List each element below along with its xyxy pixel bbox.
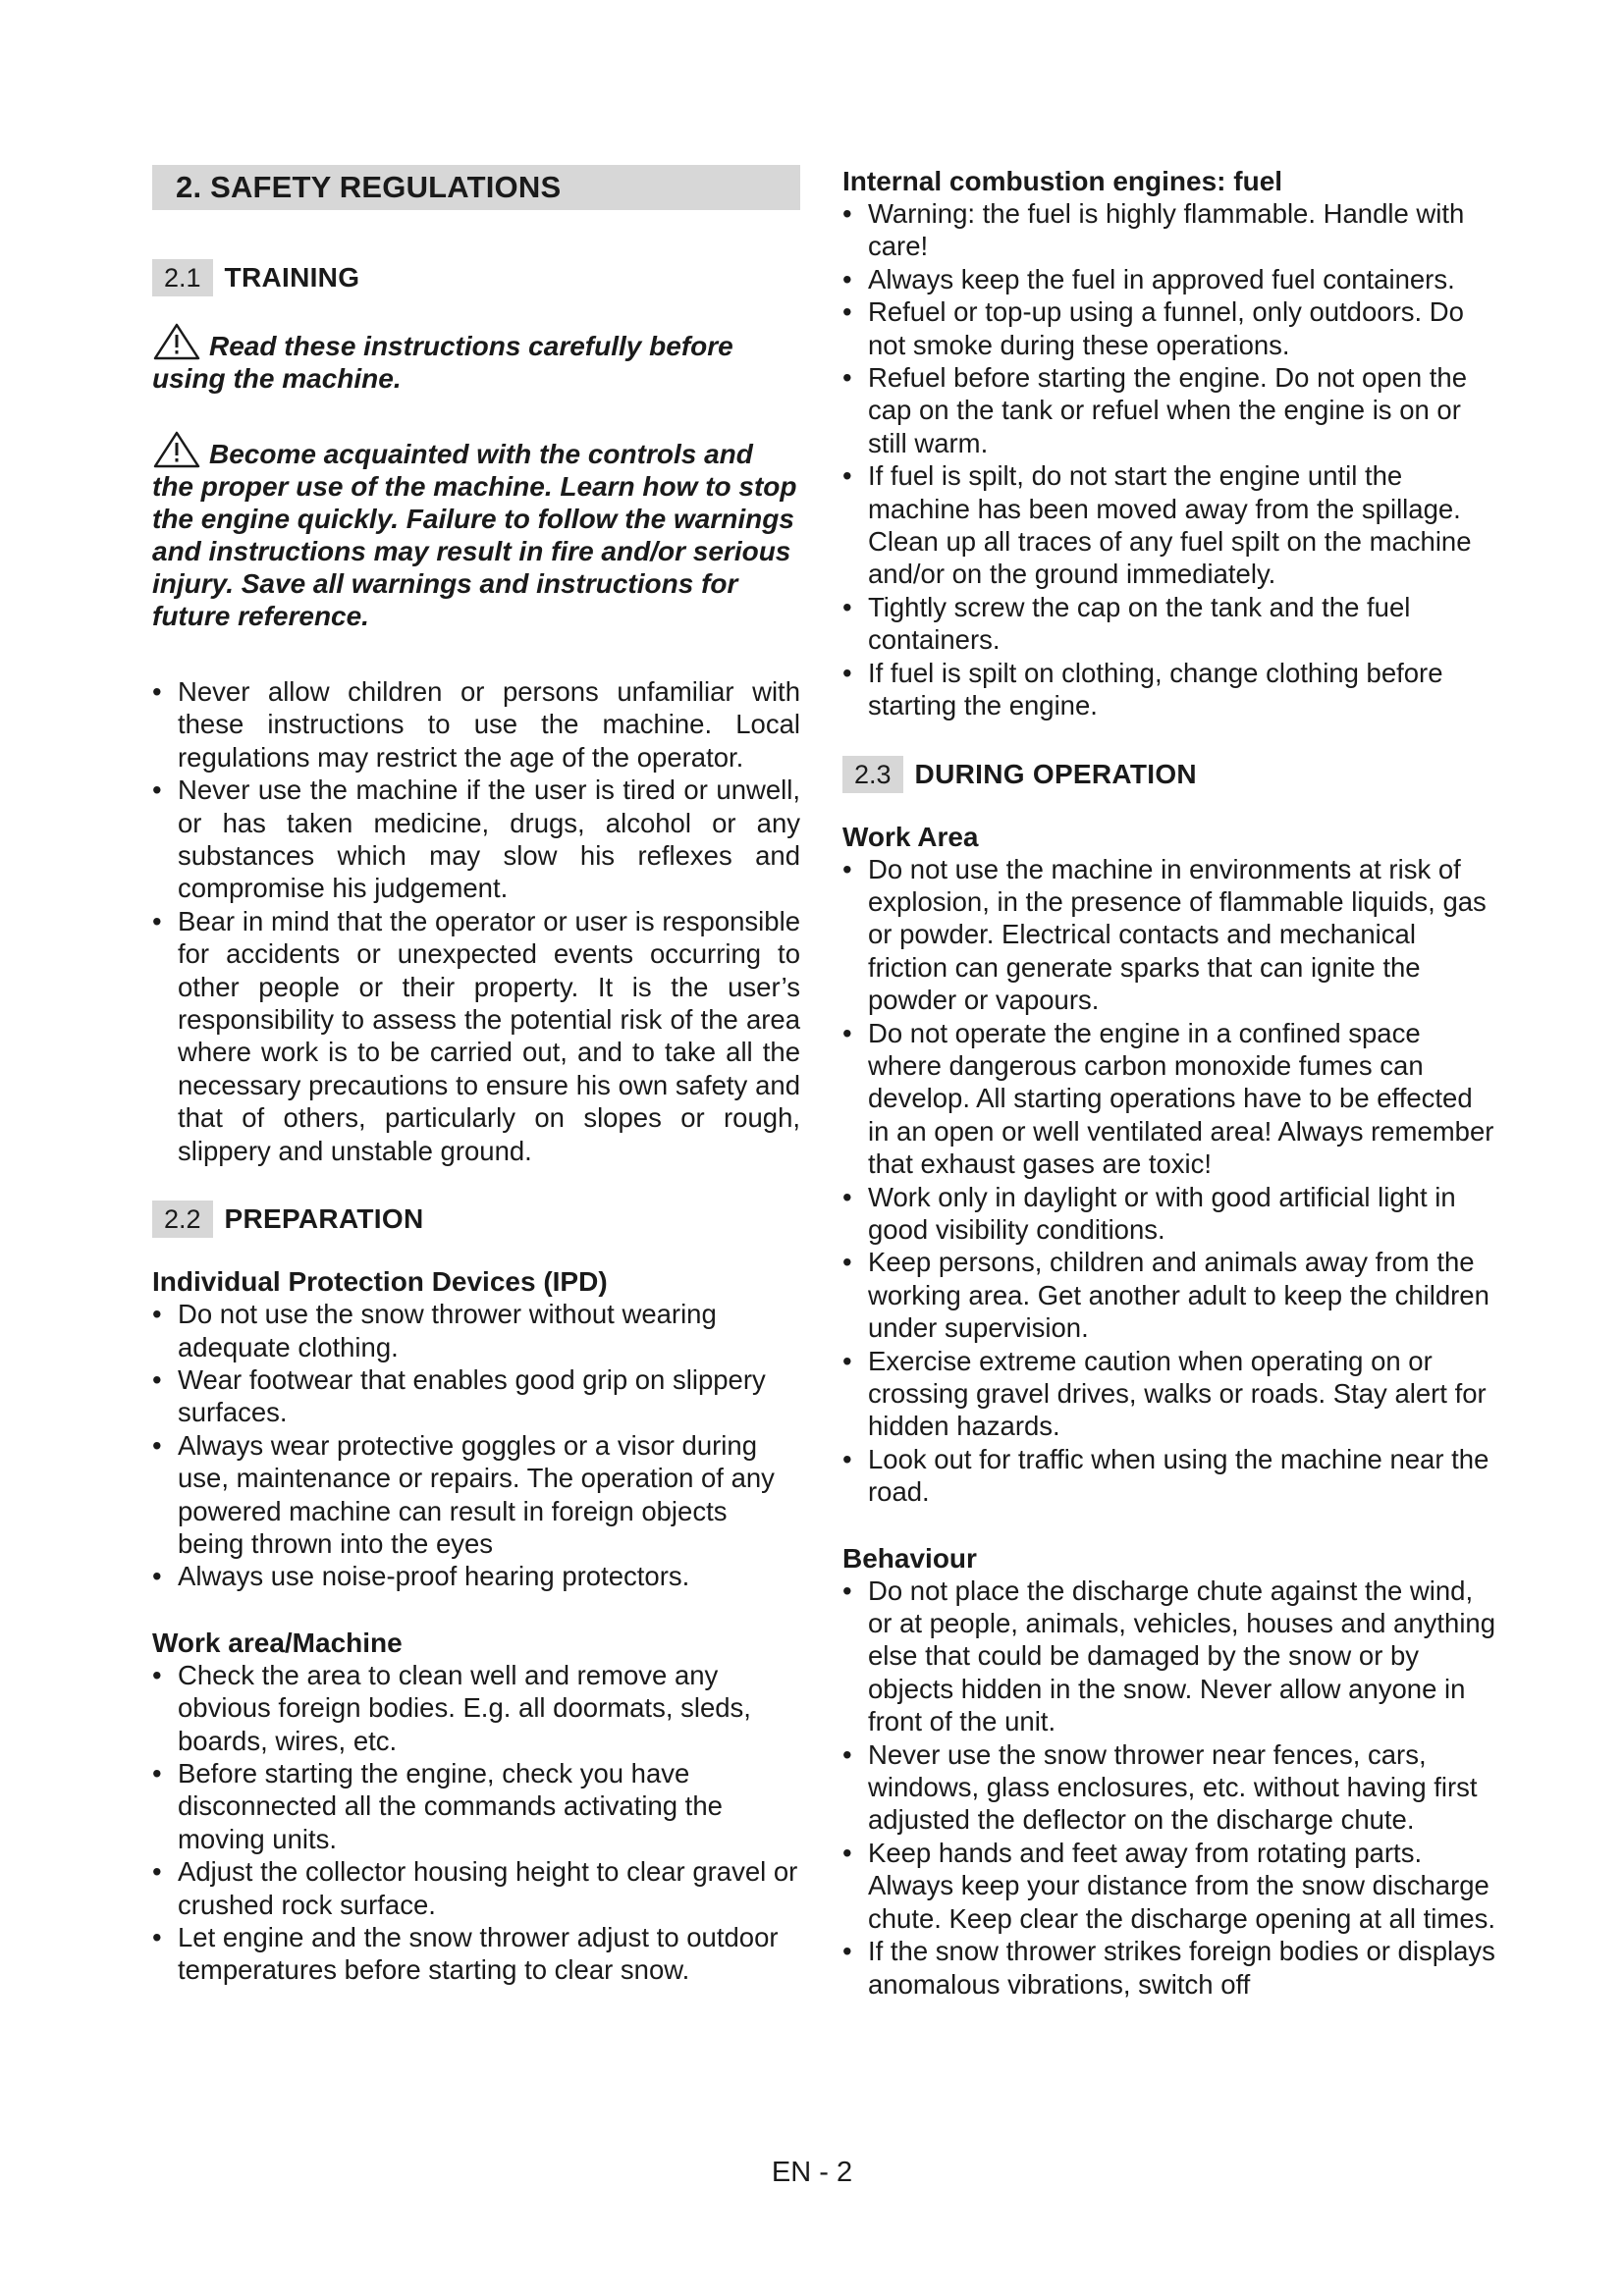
warning-text: Read these instructions carefully before using the machine. [152,331,733,394]
subsection-title: TRAINING [224,262,360,293]
list-item: • Do not place the discharge chute against the wind, or at people, animals, vehicles, houses and anything else that could be damaged by the snow or by objects hidden in the snow. Never allow anyone in front of the unit. [842,1575,1496,1738]
training-list [152,675,800,1167]
list-item: • Do not use the snow thrower without wearing adequate clothing. [152,1298,800,1363]
subsection-number: 2.3 [842,756,903,793]
list-item: • Refuel before starting the engine. Do not open the cap on the tank or refuel when the engine is on or still warm. [842,361,1496,459]
list-item: • Refuel or top-up using a funnel, only outdoors. Do not smoke during these operations. [842,295,1496,361]
behaviour-title: Behaviour [842,1542,977,1574]
list-item: • Never use the machine if the user is tired or unwell, or has taken medicine, drugs, alcohol or any substances which may slow his reflexes and compromise his judgement. [152,774,800,905]
list-item: • Keep persons, children and animals away from the working area. Get another adult to keep the children under supervision. [842,1246,1496,1344]
list-item: • If fuel is spilt, do not start the engine until the machine has been moved away from the spillage. Clean up all traces of any fuel spilt on the machine and/or on the ground immediately. [842,459,1496,591]
subsection-number: 2.1 [152,259,213,296]
list-item: • Tightly screw the cap on the tank and the fuel containers. [842,591,1496,657]
right-column [842,165,1496,2034]
list-item: • If the snow thrower strikes foreign bodies or displays anomalous vibrations, switch off [842,1935,1496,2001]
list-item: • Before starting the engine, check you have disconnected all the commands activating the moving units. [152,1757,800,1855]
list-item: • Exercise extreme caution when operating on or crossing gravel drives, walks or roads. Stay alert for hidden hazards. [842,1345,1496,1443]
list-item: • Wear footwear that enables good grip on slippery surfaces. [152,1363,800,1429]
list-item: • Keep hands and feet away from rotating parts. Always keep your distance from the snow discharge chute. Keep clear the discharge opening at all times. [842,1837,1496,1935]
subsection-preparation [152,1201,800,1238]
warning-triangle-icon [152,430,201,469]
list-item: • Check the area to clean well and remove any obvious foreign bodies. E.g. all doormats, sleds, boards, wires, etc. [152,1659,800,1757]
work-machine-list [152,1659,800,1987]
fuel-title: Internal combustion engines: fuel [842,166,1283,196]
work-machine-title: Work area/Machine [152,1627,403,1658]
list-item: • Warning: the fuel is highly flammable. Handle with care! [842,197,1496,263]
warning-triangle-icon [152,322,201,361]
list-item: • Do not operate the engine in a confined space where dangerous carbon monoxide fumes can develop. All starting operations have to be effected in an open or well ventilated area! Always remember that exhaust gases are toxic! [842,1017,1496,1181]
left-column [152,165,800,2020]
page-number: EN - 2 [771,2157,853,2188]
warning-read-instructions [152,322,800,395]
list-item: • Never use the snow thrower near fences, cars, windows, glass enclosures, etc. without having first adjusted the deflector on the discharge chute. [842,1738,1496,1837]
work-area-title: Work Area [842,821,979,852]
warning-controls [152,430,800,632]
section-heading: 2. SAFETY REGULATIONS [152,165,800,210]
list-item: • Let engine and the snow thrower adjust to outdoor temperatures before starting to clear snow. [152,1921,800,1987]
list-item: • Bear in mind that the operator or user is responsible for accidents or unexpected events occurring to other people or their property. It is the user’s responsibility to assess the potential risk of the area where work is to be carried out, and to take all the necessary precautions to ensure his own safety and that of others, particularly on slopes or rough, slippery and unstable ground. [152,905,800,1167]
subsection-title: DURING OPERATION [914,758,1197,789]
list-item: • Always wear protective goggles or a visor during use, maintenance or repairs. The operation of any powered machine can result in foreign objects being thrown into the eyes [152,1429,800,1561]
work-area-list [842,853,1496,1509]
ipd-title: Individual Protection Devices (IPD) [152,1266,608,1298]
list-item: • Adjust the collector housing height to clear gravel or crushed rock surface. [152,1855,800,1921]
subsection-title: PREPARATION [224,1203,424,1235]
ipd-list [152,1298,800,1593]
list-item: • Work only in daylight or with good artificial light in good visibility conditions. [842,1181,1496,1247]
list-item: • Always keep the fuel in approved fuel containers. [842,263,1496,295]
subsection-during-operation [842,756,1496,793]
list-item: • If fuel is spilt on clothing, change clothing before starting the engine. [842,657,1496,722]
list-item: • Do not use the machine in environments at risk of explosion, in the presence of flammable liquids, gas or powder. Electrical contacts and mechanical friction can generate sparks that can ignite the powder or vapours. [842,853,1496,1017]
list-item: • Always use noise-proof hearing protectors. [152,1560,800,1592]
subsection-number: 2.2 [152,1201,213,1238]
list-item: • Never allow children or persons unfamiliar with these instructions to use the machine. Local regulations may restrict the age of the operator. [152,675,800,774]
subsection-training [152,259,800,296]
list-item: • Look out for traffic when using the machine near the road. [842,1443,1496,1509]
fuel-list [842,197,1496,722]
behaviour-list [842,1575,1496,2001]
warning-text: Become acquainted with the controls and the proper use of the machine. Learn how to stop the engine quickly. Failure to follow the warnings and instructions may result in fire and/or serious injury. Save all warnings and instructions for future reference. [152,439,797,631]
